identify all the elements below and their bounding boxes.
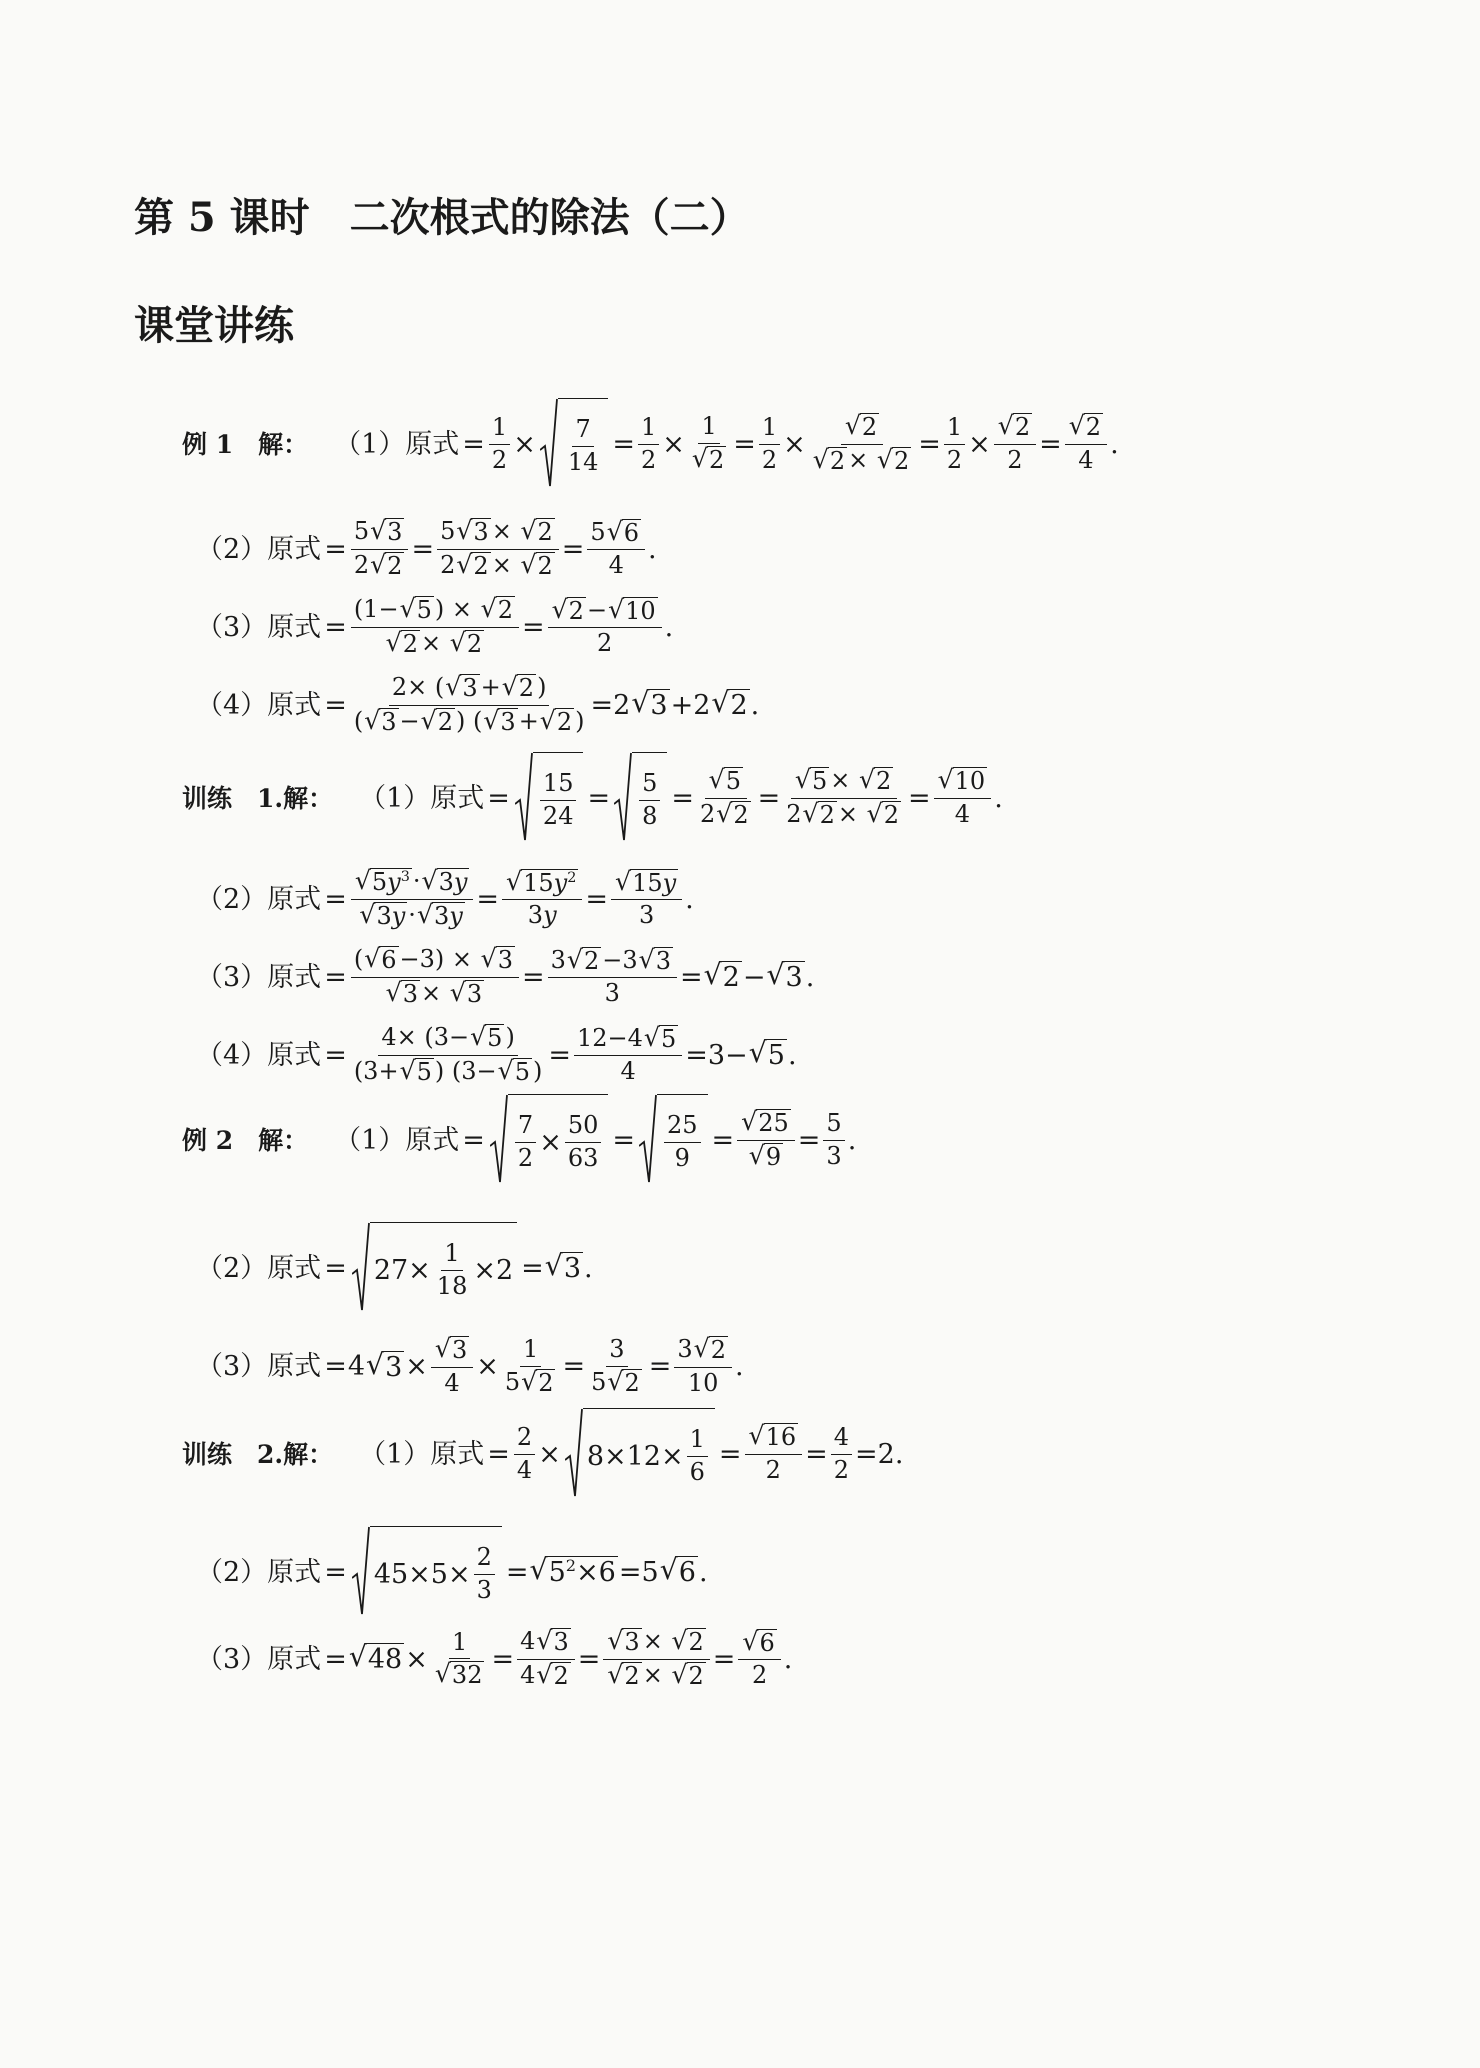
training-2-part-1: 训练 2.解： （1）原式 = $\frac{2}{4}$ × 8×12× $\frac{1}{6}$ = √ 16 2 = $\frac{4}{2}$ = 2 . <box>182 1408 903 1500</box>
section-heading: 课堂讲练 <box>134 302 294 349</box>
example-1-part-4: （4）原式 = 2× ( √ 3 + √ 2 ) ( √ 3 − √ 2 ) ( √ 3 + √ 2 ) = 2 √ 3 +2 √ 2 . <box>196 672 760 736</box>
example-1-part-3: （3）原式 = (1− √ 5 ) × √ 2 √ 2 × √ 2 = √ 2 − √ 10 2 . <box>196 594 674 658</box>
example-1-part-2: （2）原式 = 5 √ 3 2 √ 2 = 5 √ 3 × √ 2 2 √ 2 × √ 2 = 5 √ 6 4 . <box>196 516 657 580</box>
training-1-part-4: （4）原式 = 4× (3− √ 5 ) (3+ √ 5 ) (3− √ 5 ) = 12−4 √ 5 4 = 3− √ 5 . <box>196 1022 797 1086</box>
example-2-part-1: 例 2 解： （1）原式 = $\frac{7}{2}$ × $\frac{50}{63}$ = $\frac{25}{9}$ = √ 25 √ 9 = $\frac{5}{3}$ . <box>182 1094 856 1186</box>
page-title: 第 5 课时 二次根式的除法（二） <box>134 194 750 241</box>
training-1-part-3: （3）原式 = ( √ 6 −3) × √ 3 √ 3 × √ 3 = 3 √ 2 −3 √ 3 3 = √ 2 − √ 3 . <box>196 944 815 1008</box>
example-2-part-2: （2）原式 = 27× $\frac{1}{18}$ ×2 = √ 3 . <box>196 1222 593 1314</box>
example-2-part-3: （3）原式 = 4 √ 3 × √ 3 4 × 1 5 √ 2 = 3 5 √ 2 = 3 √ 2 10 . <box>196 1334 744 1397</box>
training-2-part-2: （2）原式 = 45×5× $\frac{2}{3}$ = √ $5^2\times 6$ = 5 √ 6 . <box>196 1526 708 1618</box>
training-2-part-3: （3）原式 = √ 48 × 1 √ 32 = 4 √ 3 4 √ 2 = √ 3 × √ 2 √ 2 × √ 2 = √ 6 2 . <box>196 1626 793 1690</box>
training-1-part-2: （2）原式 = √ $5y^3$ · √ 3y √ 3y · √ 3y = √ $15y^2$ 3y = √ 15y 3 . <box>196 866 694 930</box>
example-1-part-1: 例 1 解： （1）原式 = $\frac{1}{2}$ × $\frac{7}{14}$ = $\frac{1}{2}$ × 1 √ 2 = $\frac{1}{2}$ × √ 2 √ 2 × √ 2 = $\frac{1}{2}$ × √ 2 2 = √ 2 4 . <box>182 398 1119 490</box>
training-1-part-1: 训练 1.解： （1）原式 = $\frac{15}{24}$ = $\frac{5}{8}$ = √ 5 2 √ 2 = √ 5 × √ 2 2 √ 2 × √ 2 = √ 10 4 . <box>182 752 1003 844</box>
